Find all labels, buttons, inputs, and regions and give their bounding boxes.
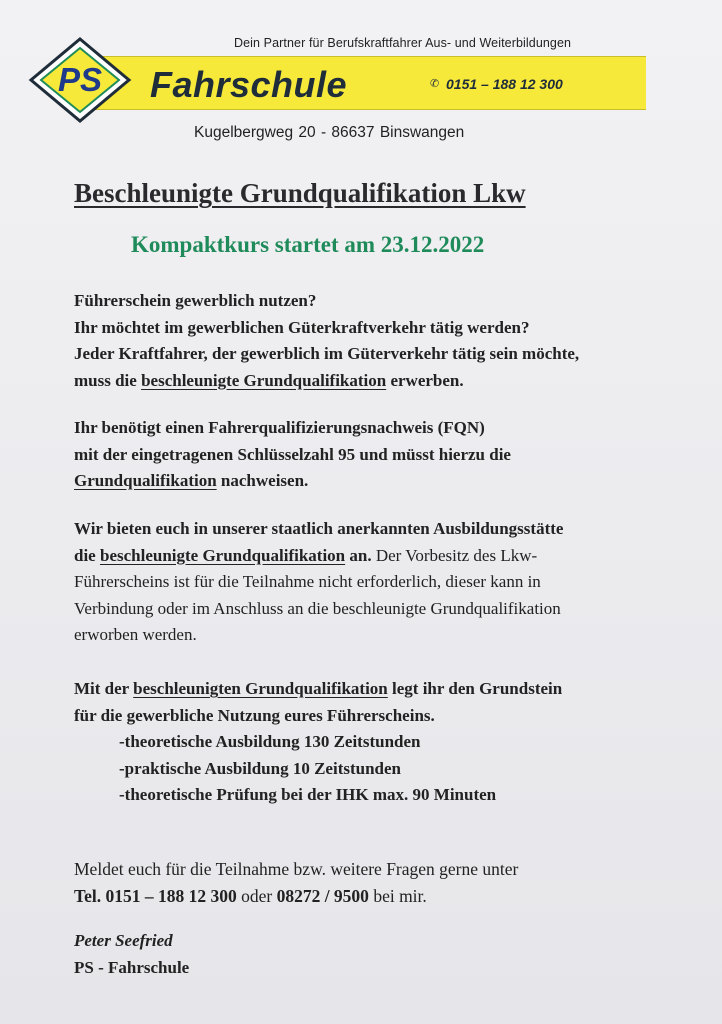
tagline: Dein Partner für Berufskraftfahrer Aus- und Weiterbildungen: [234, 36, 572, 50]
ps-logo: [28, 36, 132, 124]
page-title: Beschleunigte Grundqualifikation Lkw: [74, 178, 526, 208]
ps-diamond-icon: [28, 36, 132, 124]
benefits-highlight: beschleunigten Grundqualifikation: [133, 679, 388, 698]
offer-line-2-end: Der Vorbesitz des Lkw-: [371, 545, 538, 565]
contact-block: [74, 856, 674, 909]
paragraph-offer: [74, 516, 674, 649]
list-item: -theoretische Ausbildung 130 Zeitstunden: [119, 732, 421, 751]
fqn-line-3-end: nachweisen.: [216, 471, 309, 490]
offer-line-4: Verbindung oder im Anschluss an die beschleunigte Grundqualifikation: [74, 598, 561, 618]
contact-phone-landline: 08272 / 9500: [276, 885, 369, 906]
signature-block: [74, 928, 674, 981]
logo-letters: PS: [57, 61, 103, 98]
fqn-line-1: Ihr benötigt einen Fahrerqualifizierungsnachweis (FQN): [74, 418, 485, 437]
benefits-line-2: für die gewerbliche Nutzung eures Führerscheins.: [74, 705, 435, 725]
intro-line-4-start: muss die: [74, 370, 142, 390]
course-start-subtitle: Kompaktkurs startet am 23.12.2022: [131, 232, 485, 257]
list-item: -theoretische Prüfung bei der IHK max. 90 Minuten: [119, 785, 497, 804]
paragraph-fqn: [74, 415, 674, 495]
offer-line-2-mid: an.: [345, 545, 372, 565]
offer-line-3: Führerscheins ist für die Teilnahme nicht erforderlich, dieser kann in: [74, 572, 541, 591]
intro-line-1: Führerschein gewerblich nutzen?: [74, 291, 317, 310]
benefits-line-1-start: Mit der: [74, 679, 134, 698]
benefits-line-1-end: legt ihr den Grundstein: [387, 679, 563, 698]
paragraph-intro: [74, 288, 674, 394]
signature-company: PS - Fahrschule: [74, 957, 190, 977]
offer-highlight: beschleunigte Grundqualifikation: [99, 545, 346, 565]
address: Kugelbergweg 20 - 86637 Binswangen: [194, 124, 465, 141]
contact-line-1: Meldet euch für die Teilnahme bzw. weitere Fragen gerne unter: [74, 859, 519, 879]
contact-phone-mobile: Tel. 0151 – 188 12 300: [74, 885, 237, 906]
paragraph-benefits: [74, 676, 674, 809]
offer-line-1: Wir bieten euch in unserer staatlich anerkannten Ausbildungsstätte: [74, 519, 564, 538]
fqn-highlight: Grundqualifikation: [74, 471, 217, 490]
list-item: -praktische Ausbildung 10 Zeitstunden: [119, 758, 401, 778]
fqn-line-2: mit der eingetragenen Schlüsselzahl 95 und müsst hierzu die: [74, 444, 511, 464]
intro-line-2: Ihr möchtet im gewerblichen Güterkraftverkehr tätig werden?: [74, 317, 530, 337]
offer-line-5: erworben werden.: [74, 625, 197, 644]
contact-line-2-end: bei mir.: [368, 885, 427, 906]
contact-or: oder: [236, 885, 277, 906]
brand-name: Fahrschule: [150, 64, 348, 105]
intro-highlight: beschleunigte Grundqualifikation: [141, 370, 387, 390]
phone-icon: ✆: [430, 77, 440, 90]
intro-line-4-end: erwerben.: [386, 370, 464, 390]
intro-line-3: Jeder Kraftfahrer, der gewerblich im Güterverkehr tätig sein möchte,: [74, 344, 580, 363]
signature-name: Peter Seefried: [74, 931, 173, 950]
offer-line-2-start: die: [74, 545, 100, 565]
header-phone: 0151 – 188 12 300: [446, 76, 563, 92]
